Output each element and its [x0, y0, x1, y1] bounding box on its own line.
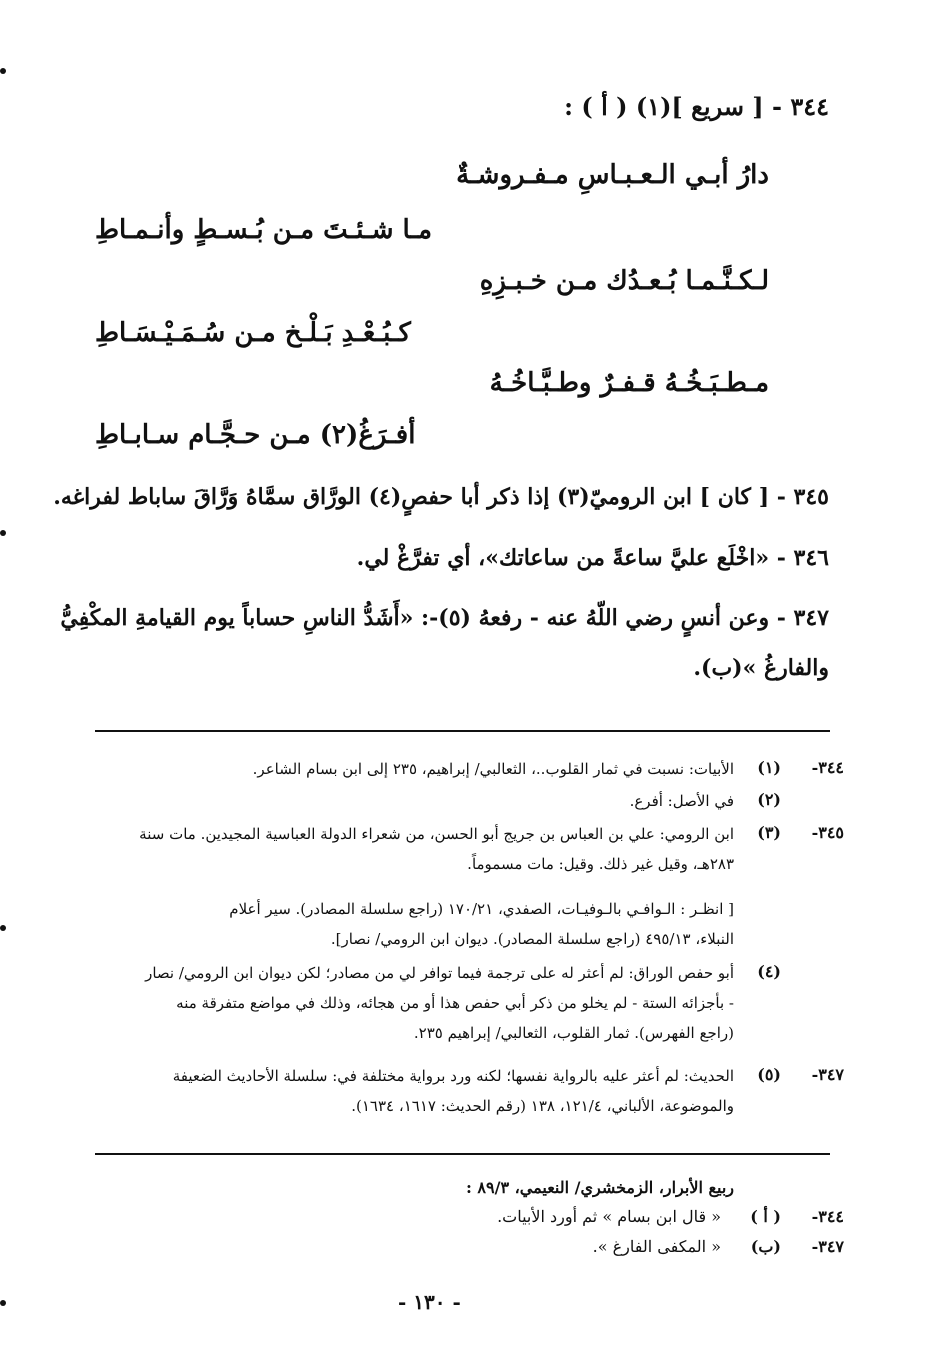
footnote-text: الحديث: لم أعثر عليه بالرواية نفسها؛ لكنه ورد برواية مختلفة في: سلسلة الأحاديث الضعيفة: [172, 1067, 734, 1085]
footnote-text: [ انظـر : الـوافـي بالـوفيـات، الصفدي، ١٧٠/٢١ (راجع سلسلة المصادر). سير أعلام: [229, 900, 734, 918]
footnote-text: والموضوعة، الألباني، ١٢١/٤، ١٣٨ (رقم الحديث: ١٦١٧، ١٦٣٤).: [351, 1097, 734, 1115]
variant-mark: (ب): [750, 1237, 781, 1256]
verse-line: لـكـنَّـمـا بُـعـدُك مـن خـبـزِهِ: [479, 266, 769, 296]
variant-entry-number: ٣٤٧-: [811, 1237, 844, 1256]
verse-line: كـبُـعْـدِ بَـلْـخ مـن سُـمَـيْـسَـاطِ: [95, 318, 411, 348]
footnote-number: (١): [757, 758, 781, 777]
footnote-number: (٣): [757, 823, 781, 842]
margin-dot: [0, 925, 6, 931]
verse-line: أفـرَغُ(٢) مـن حـجَّـام سـابـاطِ: [95, 420, 416, 450]
entry-346: ٣٤٦ - «اخْلَع عليَّ ساعةً من ساعاتك»، أي تفرَّغْ لي.: [356, 545, 829, 571]
variant-entry-number: ٣٤٤-: [811, 1207, 844, 1226]
variant-text: « قال ابن بسام » ثم أورد الأبيات.: [497, 1207, 721, 1226]
margin-dot: [0, 1300, 6, 1306]
footnote-text: النبلاء، ٤٩٥/١٣ (راجع سلسلة المصادر). ديوان ابن الرومي/ نصار].: [330, 930, 734, 948]
footnote-entry-number: ٣٤٤-: [811, 758, 844, 777]
footnote-entry-number: ٣٤٥-: [811, 823, 844, 842]
footnote-text: أبو حفص الوراق: لم أعثر له على ترجمة فيما توافر لي من مصادر؛ لكن ديوان ابن الرومي/ نصار: [145, 964, 734, 982]
footnote-number: (٤): [757, 962, 781, 981]
footnote-text: في الأصل: أفرع.: [629, 792, 734, 810]
variant-text: « المكفى الفارغ ».: [592, 1237, 721, 1256]
footnote-text: - بأجزائه الستة - لم يخلو من ذكر أبي حفص هذا أو من هجائه، وذلك في مواضع متفرقة منه: [176, 994, 734, 1012]
variants-separator: [95, 1153, 830, 1155]
page-number: - ١٣٠ -: [398, 1290, 461, 1314]
footnote-entry-number: ٣٤٧-: [811, 1065, 844, 1084]
footnote-text: (راجع الفهرس). ثمار القلوب، الثعالبي/ إبراهيم ٢٣٥.: [413, 1024, 734, 1042]
footnote-text: ٢٨٣هـ، وقيل غير ذلك. وقيل: مات مسموماً.: [467, 855, 734, 873]
entry-344-heading: ٣٤٤ - [ سريع ](١) ( أ ) :: [564, 92, 829, 121]
margin-dot: [0, 530, 6, 536]
footnote-text: الأبيات: نسبت في ثمار القلوب..، الثعالبي/ إبراهيم، ٢٣٥ إلى ابن بسام الشاعر.: [252, 760, 734, 778]
entry-347-line-2: والفارغُ »(ب).: [693, 655, 829, 681]
variant-mark: ( أ ): [750, 1207, 781, 1226]
verse-line: دارُ أبـي الـعـبـاسِ مـفـروشـةٌ: [456, 160, 769, 190]
footnote-separator: [95, 730, 830, 732]
verse-line: مـطـبَـخُـهُ قـفـرٌ وطـبَّـاخُـهُ: [489, 368, 769, 398]
margin-dot: [0, 68, 6, 74]
footnote-number: (٢): [757, 790, 781, 809]
variants-source: ربيع الأبرار، الزمخشري/ النعيمي، ٨٩/٣ :: [465, 1178, 734, 1197]
footnote-text: ابن الرومي: علي بن العباس بن جريج أبو الحسن، من شعراء الدولة العباسية المجيدين. مات سنة: [139, 825, 734, 843]
verse-line: مـا شـئـتَ مـن بُـسـطٍ وأنـمـاطِ: [95, 215, 432, 245]
entry-345: ٣٤٥ - [ كان ] ابن الروميّ(٣) إذا ذكر أبا حفصٍ(٤) الورَّاق سمَّاهُ وَرَّاقَ ساباط لفراغه.: [53, 484, 829, 510]
footnote-number: (٥): [757, 1065, 781, 1084]
entry-347-line-1: ٣٤٧ - وعن أنسٍ رضي اللّهُ عنه - رفعهُ (٥)-: «أَشَدُّ الناسِ حساباً يوم القيامةِ المكْفِيُّ: [60, 605, 829, 631]
